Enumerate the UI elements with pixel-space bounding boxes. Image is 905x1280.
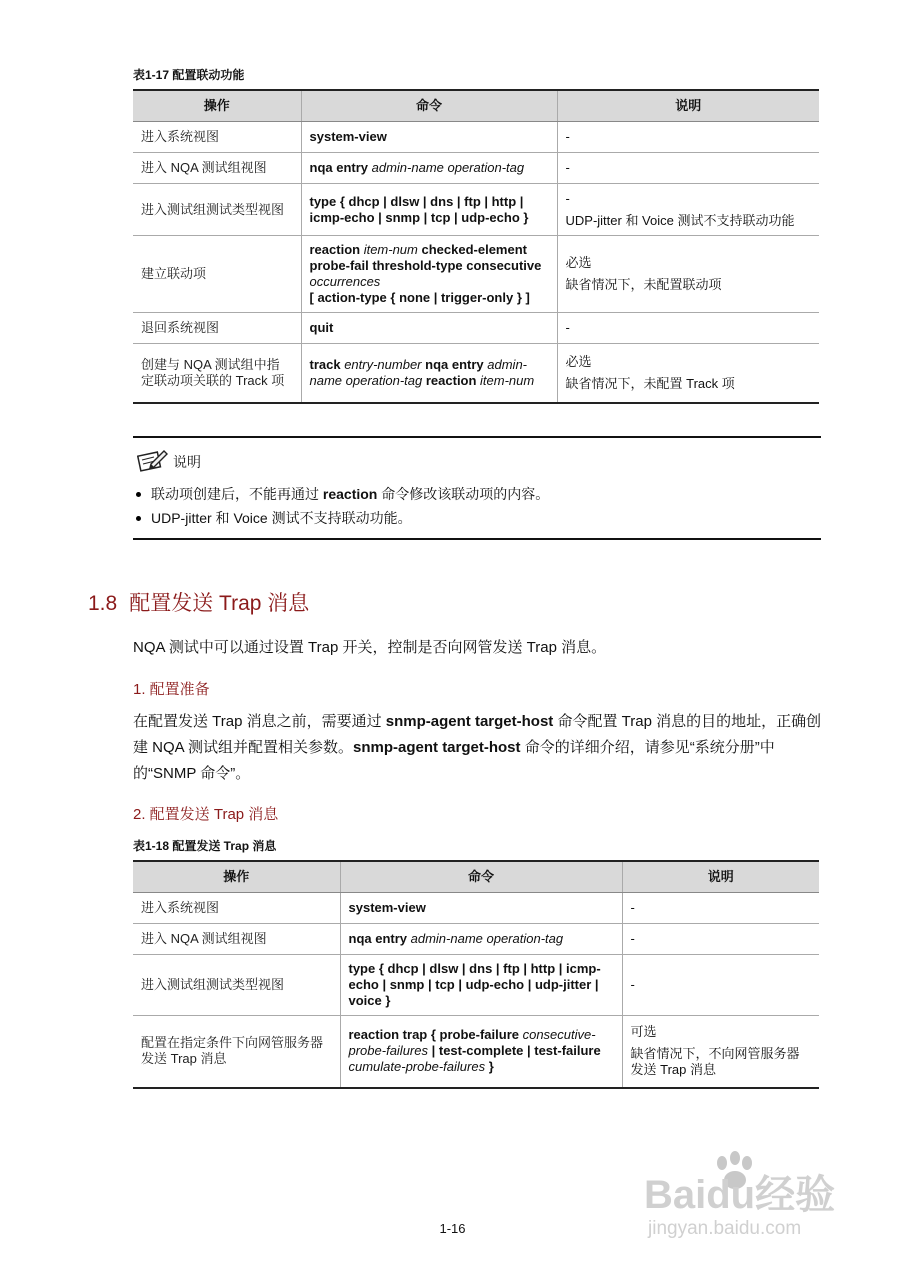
description-line: - [565, 160, 570, 175]
watermark-brand: Baidu经验 [644, 1173, 836, 1217]
italic-text: admin-name operation-tag [309, 356, 528, 388]
description-line: 可选 [630, 1024, 657, 1040]
bold-text: type { dhcp | dlsw | dns | ftp | http | icmp-echo | snmp | tcp | udp-echo | udp-jitter | voice } [348, 961, 601, 1008]
subheading-prepare: 1. 配置准备 [133, 681, 210, 698]
command-cell [340, 924, 622, 955]
description-line: - [565, 320, 570, 335]
operation-cell: 进入 NQA 测试组视图 [133, 924, 340, 955]
bold-text: system-view [348, 900, 426, 915]
table17-caption: 表1-17 配置联动功能 [133, 68, 245, 82]
note-title: 说明 [173, 454, 201, 470]
table17-header-op: 操作 [133, 90, 301, 122]
command-cell [340, 955, 622, 1016]
text-run: UDP-jitter 和 Voice 测试不支持联动功能。 [151, 510, 412, 526]
table18-caption: 表1-18 配置发送 Trap 消息 [133, 839, 277, 853]
description-cell [557, 313, 819, 344]
bold-text: checked-element probe-fail threshold-type consecutive [309, 242, 542, 273]
operation-cell: 退回系统视图 [133, 313, 301, 344]
bold-text: nqa entry [309, 160, 372, 175]
italic-text: cumulate-probe-failures [348, 1059, 486, 1075]
description-line: 必选 [565, 353, 592, 369]
operation-cell: 进入 NQA 测试组视图 [133, 153, 301, 184]
operation-cell: 进入测试组测试类型视图 [133, 184, 301, 236]
bold-text: track [309, 356, 345, 372]
description-line: - [565, 129, 570, 144]
description-cell [557, 153, 819, 184]
bold-text: snmp-agent target-host [385, 713, 554, 730]
text-run: 命令配置 Trap 消息的目的地址，正确创建 NQA 测试组并配置相关参数。 [133, 713, 822, 756]
table18 [133, 860, 819, 1089]
section-heading [88, 587, 321, 617]
italic-text: entry-number [344, 356, 422, 372]
bold-text: reaction [322, 486, 378, 502]
bold-text: [ action-type { none | trigger-only } ] [309, 290, 530, 305]
description-line: - [565, 190, 570, 206]
description-cell [622, 955, 819, 1016]
command-cell [301, 153, 557, 184]
table-row [133, 153, 819, 184]
command-cell [301, 236, 557, 313]
bold-text: nqa entry [421, 356, 488, 372]
command-cell [340, 893, 622, 924]
table-row [133, 893, 819, 924]
description-line: - [630, 977, 635, 992]
italic-text: consecutive-probe-failures [348, 1027, 596, 1059]
section-number: 1.8 [88, 592, 118, 615]
table18-header-cmd: 命令 [340, 861, 622, 893]
command-cell [301, 122, 557, 153]
description-line: 必选 [565, 255, 592, 270]
operation-cell: 进入系统视图 [133, 893, 340, 924]
text-run: 在配置发送 Trap 消息之前，需要通过 [133, 713, 386, 730]
italic-text: admin-name operation-tag [410, 931, 564, 946]
note-item [133, 506, 549, 530]
table-row [133, 1016, 819, 1088]
bold-text: snmp-agent target-host [353, 739, 521, 756]
operation-cell: 进入系统视图 [133, 122, 301, 153]
description-line: - [630, 900, 635, 915]
command-cell [301, 184, 557, 236]
table18-header-desc: 说明 [622, 861, 819, 893]
subheading-send-trap: 2. 配置发送 Trap 消息 [133, 806, 279, 823]
table17-header-cmd: 命令 [301, 90, 557, 122]
description-cell [557, 122, 819, 153]
table-row [133, 236, 819, 313]
operation-cell: 配置在指定条件下向网管服务器发送 Trap 消息 [133, 1016, 340, 1088]
table-row [133, 924, 819, 955]
watermark-url: jingyan.baidu.com [648, 1218, 802, 1239]
operation-cell: 创建与 NQA 测试组中指定联动项关联的 Track 项 [133, 344, 301, 403]
bold-text: } [485, 1059, 494, 1075]
note-list [133, 482, 549, 530]
bold-text: type { dhcp | dlsw | dns | ftp | http | icmp-echo | snmp | tcp | udp-echo } [309, 193, 529, 225]
text-run: 联动项创建后，不能再通过 [151, 486, 323, 502]
operation-cell: 建立联动项 [133, 236, 301, 313]
table18-header-op: 操作 [133, 861, 340, 893]
description-line: 缺省情况下，不向网管服务器发送 Trap 消息 [630, 1046, 800, 1078]
page-number: 1-16 [439, 1221, 466, 1236]
description-cell [622, 893, 819, 924]
description-cell [557, 184, 819, 236]
bold-text: system-view [309, 129, 387, 144]
table-row [133, 313, 819, 344]
table-row [133, 122, 819, 153]
section-intro: NQA 测试中可以通过设置 Trap 开关，控制是否向网管发送 Trap 消息。 [133, 639, 607, 656]
table17-header-desc: 说明 [557, 90, 819, 122]
bold-text: reaction trap { probe-failure [348, 1027, 523, 1043]
italic-text: item-num [480, 372, 535, 388]
description-line: UDP-jitter 和 Voice 测试不支持联动功能 [565, 212, 795, 228]
italic-text: admin-name operation-tag [371, 160, 525, 175]
table17 [133, 89, 819, 404]
command-cell [301, 344, 557, 403]
text-run: 命令的详细介绍，请参见“系统分册”中的“SNMP 命令”。 [133, 739, 775, 782]
bold-text: | test-complete | test-failure [428, 1043, 601, 1059]
description-cell [557, 236, 819, 313]
operation-cell: 进入测试组测试类型视图 [133, 955, 340, 1016]
bold-text: nqa entry [348, 931, 411, 946]
description-cell [622, 1016, 819, 1088]
description-cell [622, 924, 819, 955]
description-cell [557, 344, 819, 403]
description-line: - [630, 931, 635, 946]
table-row [133, 184, 819, 236]
bold-text: reaction [422, 372, 481, 388]
description-line: 缺省情况下，未配置 Track 项 [565, 375, 735, 391]
note-pencil-icon [137, 448, 169, 472]
baidu-jingyan-watermark [640, 1150, 860, 1240]
command-cell [301, 313, 557, 344]
bold-text: quit [309, 320, 334, 335]
section-title: 配置发送 Trap 消息 [129, 592, 310, 615]
note-box [133, 436, 821, 540]
italic-text: occurrences [309, 274, 381, 289]
table-row [133, 344, 819, 403]
note-item [133, 482, 549, 506]
command-cell [340, 1016, 622, 1088]
bold-text: reaction [309, 242, 364, 257]
italic-text: item-num [363, 242, 418, 257]
text-run: 命令修改该联动项的内容。 [377, 486, 550, 502]
prepare-paragraph [133, 709, 823, 787]
description-line: 缺省情况下，未配置联动项 [565, 277, 722, 292]
table-row [133, 955, 819, 1016]
